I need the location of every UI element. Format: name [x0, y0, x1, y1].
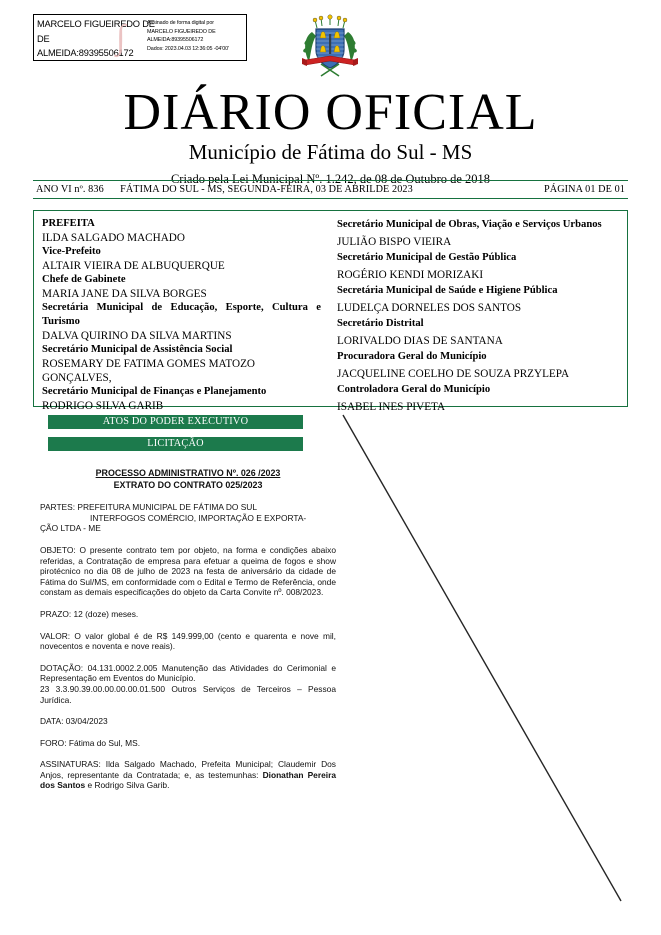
dotacao-line-1: DOTAÇÃO: 04.131.0002.2.005 Manutenção das Atividades do Cerimonial e Representação em Eventos do Município.	[40, 662, 336, 684]
official-role: Secretária Municipal de Saúde e Higiene Pública	[337, 285, 558, 296]
official-name: LORIVALDO DIAS DE SANTANA	[337, 334, 503, 347]
official-role: PREFEITA	[42, 218, 95, 229]
official-name: MARIA JANE DA SILVA BORGES	[42, 288, 207, 300]
signature-flourish-icon: ∫	[116, 19, 126, 56]
official-name: JULIÃO BISPO VIEIRA	[337, 235, 452, 248]
municipal-coat-of-arms-icon	[299, 12, 361, 82]
official-role: Controladora Geral do Município	[337, 384, 491, 395]
official-name: DALVA QUIRINO DA SILVA MARTINS	[42, 330, 232, 342]
official-role: Secretário Distrital	[337, 318, 424, 329]
official-name: ISABEL INES PIVETA	[337, 400, 446, 413]
official-role: Chefe de Gabinete	[42, 274, 126, 285]
official-role: Secretário Municipal de Obras, Viação e Serviços Urbanos	[337, 219, 602, 230]
masthead	[0, 86, 661, 188]
issue-page-number: PÁGINA 01 DE 01	[543, 184, 625, 195]
contract-heading	[40, 468, 336, 491]
signer-name-line-3: ALMEIDA:89395506172	[37, 48, 134, 59]
official-name: ROGÉRIO KENDI MORIZAKI	[337, 268, 484, 281]
official-role: Secretário Municipal de Finanças e Planejamento	[42, 386, 267, 397]
officials-column-left	[34, 211, 329, 412]
officials-box	[33, 210, 628, 413]
assinaturas-suffix: e Rodrigo Silva Garib.	[85, 780, 170, 791]
signature-signer-name	[34, 15, 155, 60]
signer-name-line-1: MARCELO FIGUEIREDO DE	[37, 19, 155, 29]
digital-signature-stamp	[33, 14, 247, 61]
contract-dotacao	[40, 663, 336, 705]
contract-assinaturas	[40, 759, 336, 791]
official-role: Secretária Municipal de Educação, Esporte, Cultura e Turismo	[42, 302, 321, 327]
official-role: Secretário Municipal de Assistência Social	[42, 344, 233, 355]
parties-line-3: ÇÃO LTDA - ME	[40, 523, 101, 534]
assinaturas-witness-name: Dionathan Pereira dos Santos	[40, 769, 336, 791]
issue-left-group	[33, 184, 413, 195]
official-role: Procuradora Geral do Município	[337, 351, 487, 362]
masthead-subtitle: Município de Fátima do Sul - MS	[188, 140, 473, 164]
signature-meta-line-1: Assinado de forma digital por	[147, 20, 214, 26]
contract-extract	[40, 468, 336, 791]
process-title: PROCESSO ADMINISTRATIVO Nº. 026 /2023	[95, 468, 281, 478]
contract-parties	[40, 502, 336, 534]
official-role: Secretário Municipal de Gestão Pública	[337, 252, 517, 263]
section-banner-bidding: LICITAÇÃO	[48, 437, 303, 451]
signer-name-line-2: DE	[37, 33, 50, 44]
dotacao-line-2: 23 3.3.90.39.00.00.00.00.01.500 Outros Serviços de Terceiros – Pessoa Jurídica.	[40, 683, 336, 705]
signature-metadata	[145, 15, 229, 60]
contract-objeto: OBJETO: O presente contrato tem por objeto, na forma e condições abaixo referidas, a Contratação de empresa para efetuar a queima de fogos e show pirotécnico no dia 08 de julho de 2023 na festa de aniversário da cidade de Fátima do Sul/MS, em conformidade com o Edital e Termo de Referência, onde constam as demais especificações do objeto da Carta Convite nº. 008/2023.	[40, 544, 336, 598]
issue-year-number: ANO VI nº. 836	[36, 184, 104, 195]
contract-foro: FORO: Fátima do Sul, MS.	[40, 737, 141, 748]
masthead-law-reference: Criado pela Lei Municipal Nº. 1.242, de 08 de Outubro de 2018	[170, 172, 491, 186]
issue-place-date: FÁTIMA DO SUL - MS, SEGUNDA-FEIRA, 03 DE ABRILDE 2023	[120, 184, 413, 195]
official-role: Vice-Prefeito	[42, 246, 101, 257]
official-name: ROSEMARY DE FATIMA GOMES MATOZO GONÇALVES,	[42, 358, 255, 384]
page-title: DIÁRIO OFICIAL	[123, 84, 538, 141]
signature-meta-line-2: MARCELO FIGUEIREDO DE	[147, 28, 216, 35]
extract-title: EXTRATO DO CONTRATO 025/2023	[113, 479, 263, 490]
parties-line-1: PARTES: PREFEITURA MUNICIPAL DE FÁTIMA DO SUL	[40, 502, 258, 513]
official-name: ILDA SALGADO MACHADO	[42, 232, 185, 244]
section-banner-executive-acts: ATOS DO PODER EXECUTIVO	[48, 415, 303, 429]
contract-data: DATA: 03/04/2023	[40, 716, 108, 727]
parties-line-2: INTERFOGOS COMÉRCIO, IMPORTAÇÃO E EXPORTA-	[90, 512, 307, 523]
official-name: JACQUELINE COELHO DE SOUZA PRZYLEPA	[337, 367, 570, 380]
official-name: LUDELÇA DORNELES DOS SANTOS	[337, 301, 522, 314]
signature-meta-line-4: Dados: 2023.04.03 12:36:05 -04'00'	[147, 45, 229, 52]
assinaturas-prefix: ASSINATURAS: Ilda Salgado Machado, Prefeita Municipal; Claudemir Dos Anjos, representante da Contratada; e, as testemunhas:	[40, 759, 336, 780]
contract-valor: VALOR: O valor global é de R$ 149.999,00 (cento e quarenta e nove mil, novecentos e noventa e nove reais).	[40, 630, 336, 652]
officials-column-right	[329, 211, 627, 413]
issue-info-bar	[33, 180, 628, 199]
contract-prazo: PRAZO: 12 (doze) meses.	[40, 608, 139, 619]
official-name: RODRIGO SILVA GARIB	[42, 400, 164, 412]
signature-meta-line-3: ALMEIDA:89395506172	[147, 37, 204, 44]
official-name: ALTAIR VIEIRA DE ALBUQUERQUE	[42, 260, 225, 272]
